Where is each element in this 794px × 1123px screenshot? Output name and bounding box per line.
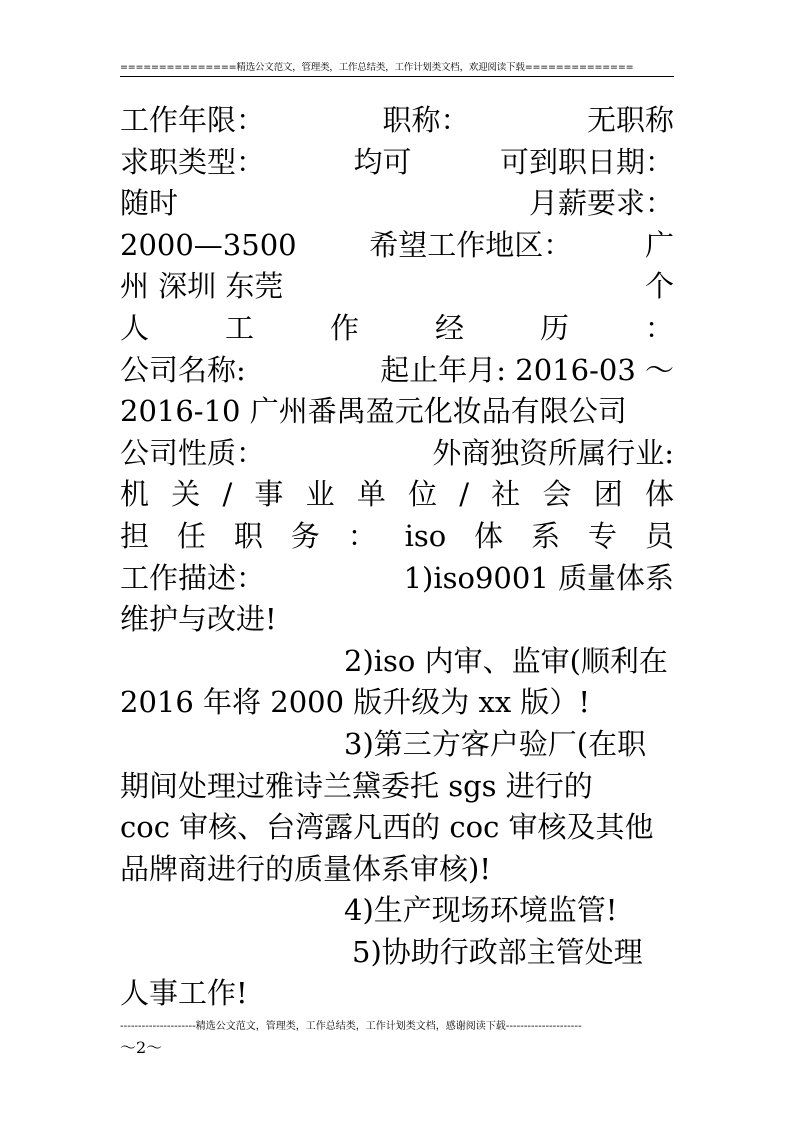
text-line <box>120 350 674 392</box>
document-body <box>120 100 674 1015</box>
text-segment: 作 <box>329 310 359 345</box>
text-line <box>120 433 674 475</box>
text-line <box>120 183 674 225</box>
text-segment: 公司性质： <box>120 435 266 470</box>
text-segment: 专 <box>587 518 617 553</box>
text-segment: 工 <box>224 310 254 345</box>
text-segment: 系 <box>531 518 561 553</box>
text-line <box>120 266 674 308</box>
text-line <box>120 599 674 641</box>
text-segment: / <box>459 477 470 512</box>
text-segment: 担 <box>120 518 150 553</box>
text-segment: 2)iso 内审、监审(顺利在 <box>344 643 668 678</box>
text-line <box>120 142 674 184</box>
text-segment: 无职称 <box>586 103 674 137</box>
text-segment: 机 <box>120 477 150 512</box>
text-segment: 单 <box>356 477 386 512</box>
text-segment: 2016 年将 2000 版升级为 xx 版）! <box>120 685 591 720</box>
text-segment: 职 <box>233 518 263 553</box>
text-line <box>120 973 674 1015</box>
text-segment: 历 <box>539 310 569 345</box>
text-segment: 体 <box>474 518 504 553</box>
text-line <box>120 391 674 433</box>
text-segment: 5)协助行政部主管处理 <box>352 934 643 969</box>
text-segment: 2000—3500 <box>120 227 297 262</box>
text-segment: 外商独资所属行业: <box>432 435 674 470</box>
text-segment: 人事工作! <box>120 976 248 1011</box>
text-segment: 维护与改进! <box>120 602 277 637</box>
text-segment: 关 <box>171 477 201 512</box>
text-segment: 广 <box>644 227 674 262</box>
text-segment: 月薪要求： <box>528 186 674 221</box>
text-segment: 员 <box>644 518 674 553</box>
text-segment: 务 <box>290 518 320 553</box>
text-line <box>120 849 674 891</box>
text-segment: 团 <box>593 477 623 512</box>
text-line <box>120 807 674 849</box>
text-segment: 3)第三方客户验厂(在职 <box>344 726 647 761</box>
text-line <box>120 308 674 350</box>
text-line <box>120 724 674 766</box>
text-segment: ： <box>347 518 377 553</box>
text-segment: 工作年限： <box>120 103 266 137</box>
text-segment: 会 <box>542 477 572 512</box>
text-segment: 品牌商进行的质量体系审核)! <box>120 851 491 886</box>
text-segment: 4)生产现场环境监管! <box>344 893 618 928</box>
text-segment: 体 <box>644 477 674 512</box>
header-banner: ===============精选公文范文，管理类，工作总结类，工作计划类文档，欢迎阅读下载============== <box>120 62 634 73</box>
text-segment: 业 <box>305 477 335 512</box>
text-segment: 可到职日期： <box>499 144 674 179</box>
text-line <box>120 890 674 932</box>
text-segment: 起止年月: 2016-03 ～ <box>380 352 674 387</box>
text-segment: 希望工作地区： <box>369 227 573 262</box>
text-line <box>120 558 674 600</box>
footer-banner: ---------------------精选公文范文，管理类，工作总结类，工作计划类文档，感谢阅读下载--------------------- <box>120 1021 582 1032</box>
text-segment: 职称： <box>382 103 470 137</box>
text-line <box>120 474 674 516</box>
text-line <box>120 766 674 808</box>
text-segment: 工作描述： <box>120 560 266 595</box>
text-line <box>120 516 674 558</box>
text-segment: 均可 <box>353 144 412 179</box>
text-segment: 公司名称: <box>120 352 246 387</box>
text-segment: 社 <box>491 477 521 512</box>
header-divider <box>120 76 674 77</box>
text-segment: / <box>222 477 233 512</box>
text-segment: 州 深圳 东莞 <box>120 269 284 304</box>
text-segment: 个 <box>644 269 674 304</box>
text-line <box>120 641 674 683</box>
text-segment: 求职类型： <box>120 144 266 179</box>
text-segment: 人 <box>120 310 150 345</box>
text-segment: 事 <box>254 477 284 512</box>
text-segment: 2016-10 广州番禺盈元化妆品有限公司 <box>120 394 627 429</box>
text-line <box>120 932 674 974</box>
text-segment: 随时 <box>120 186 179 221</box>
text-segment: 1)iso9001 质量体系 <box>403 560 674 595</box>
text-segment: 位 <box>408 477 438 512</box>
text-line <box>120 100 674 142</box>
text-segment: iso <box>404 518 447 553</box>
text-segment: 任 <box>176 518 206 553</box>
page-number: ～2～ <box>120 1038 163 1057</box>
text-segment: 经 <box>434 310 464 345</box>
text-segment: coc 审核、台湾露凡西的 coc 审核及其他 <box>120 810 654 845</box>
text-line <box>120 225 674 267</box>
text-segment: 期间处理过雅诗兰黛委托 sgs 进行的 <box>120 768 593 803</box>
text-segment: ： <box>644 310 674 345</box>
text-line <box>120 682 674 724</box>
